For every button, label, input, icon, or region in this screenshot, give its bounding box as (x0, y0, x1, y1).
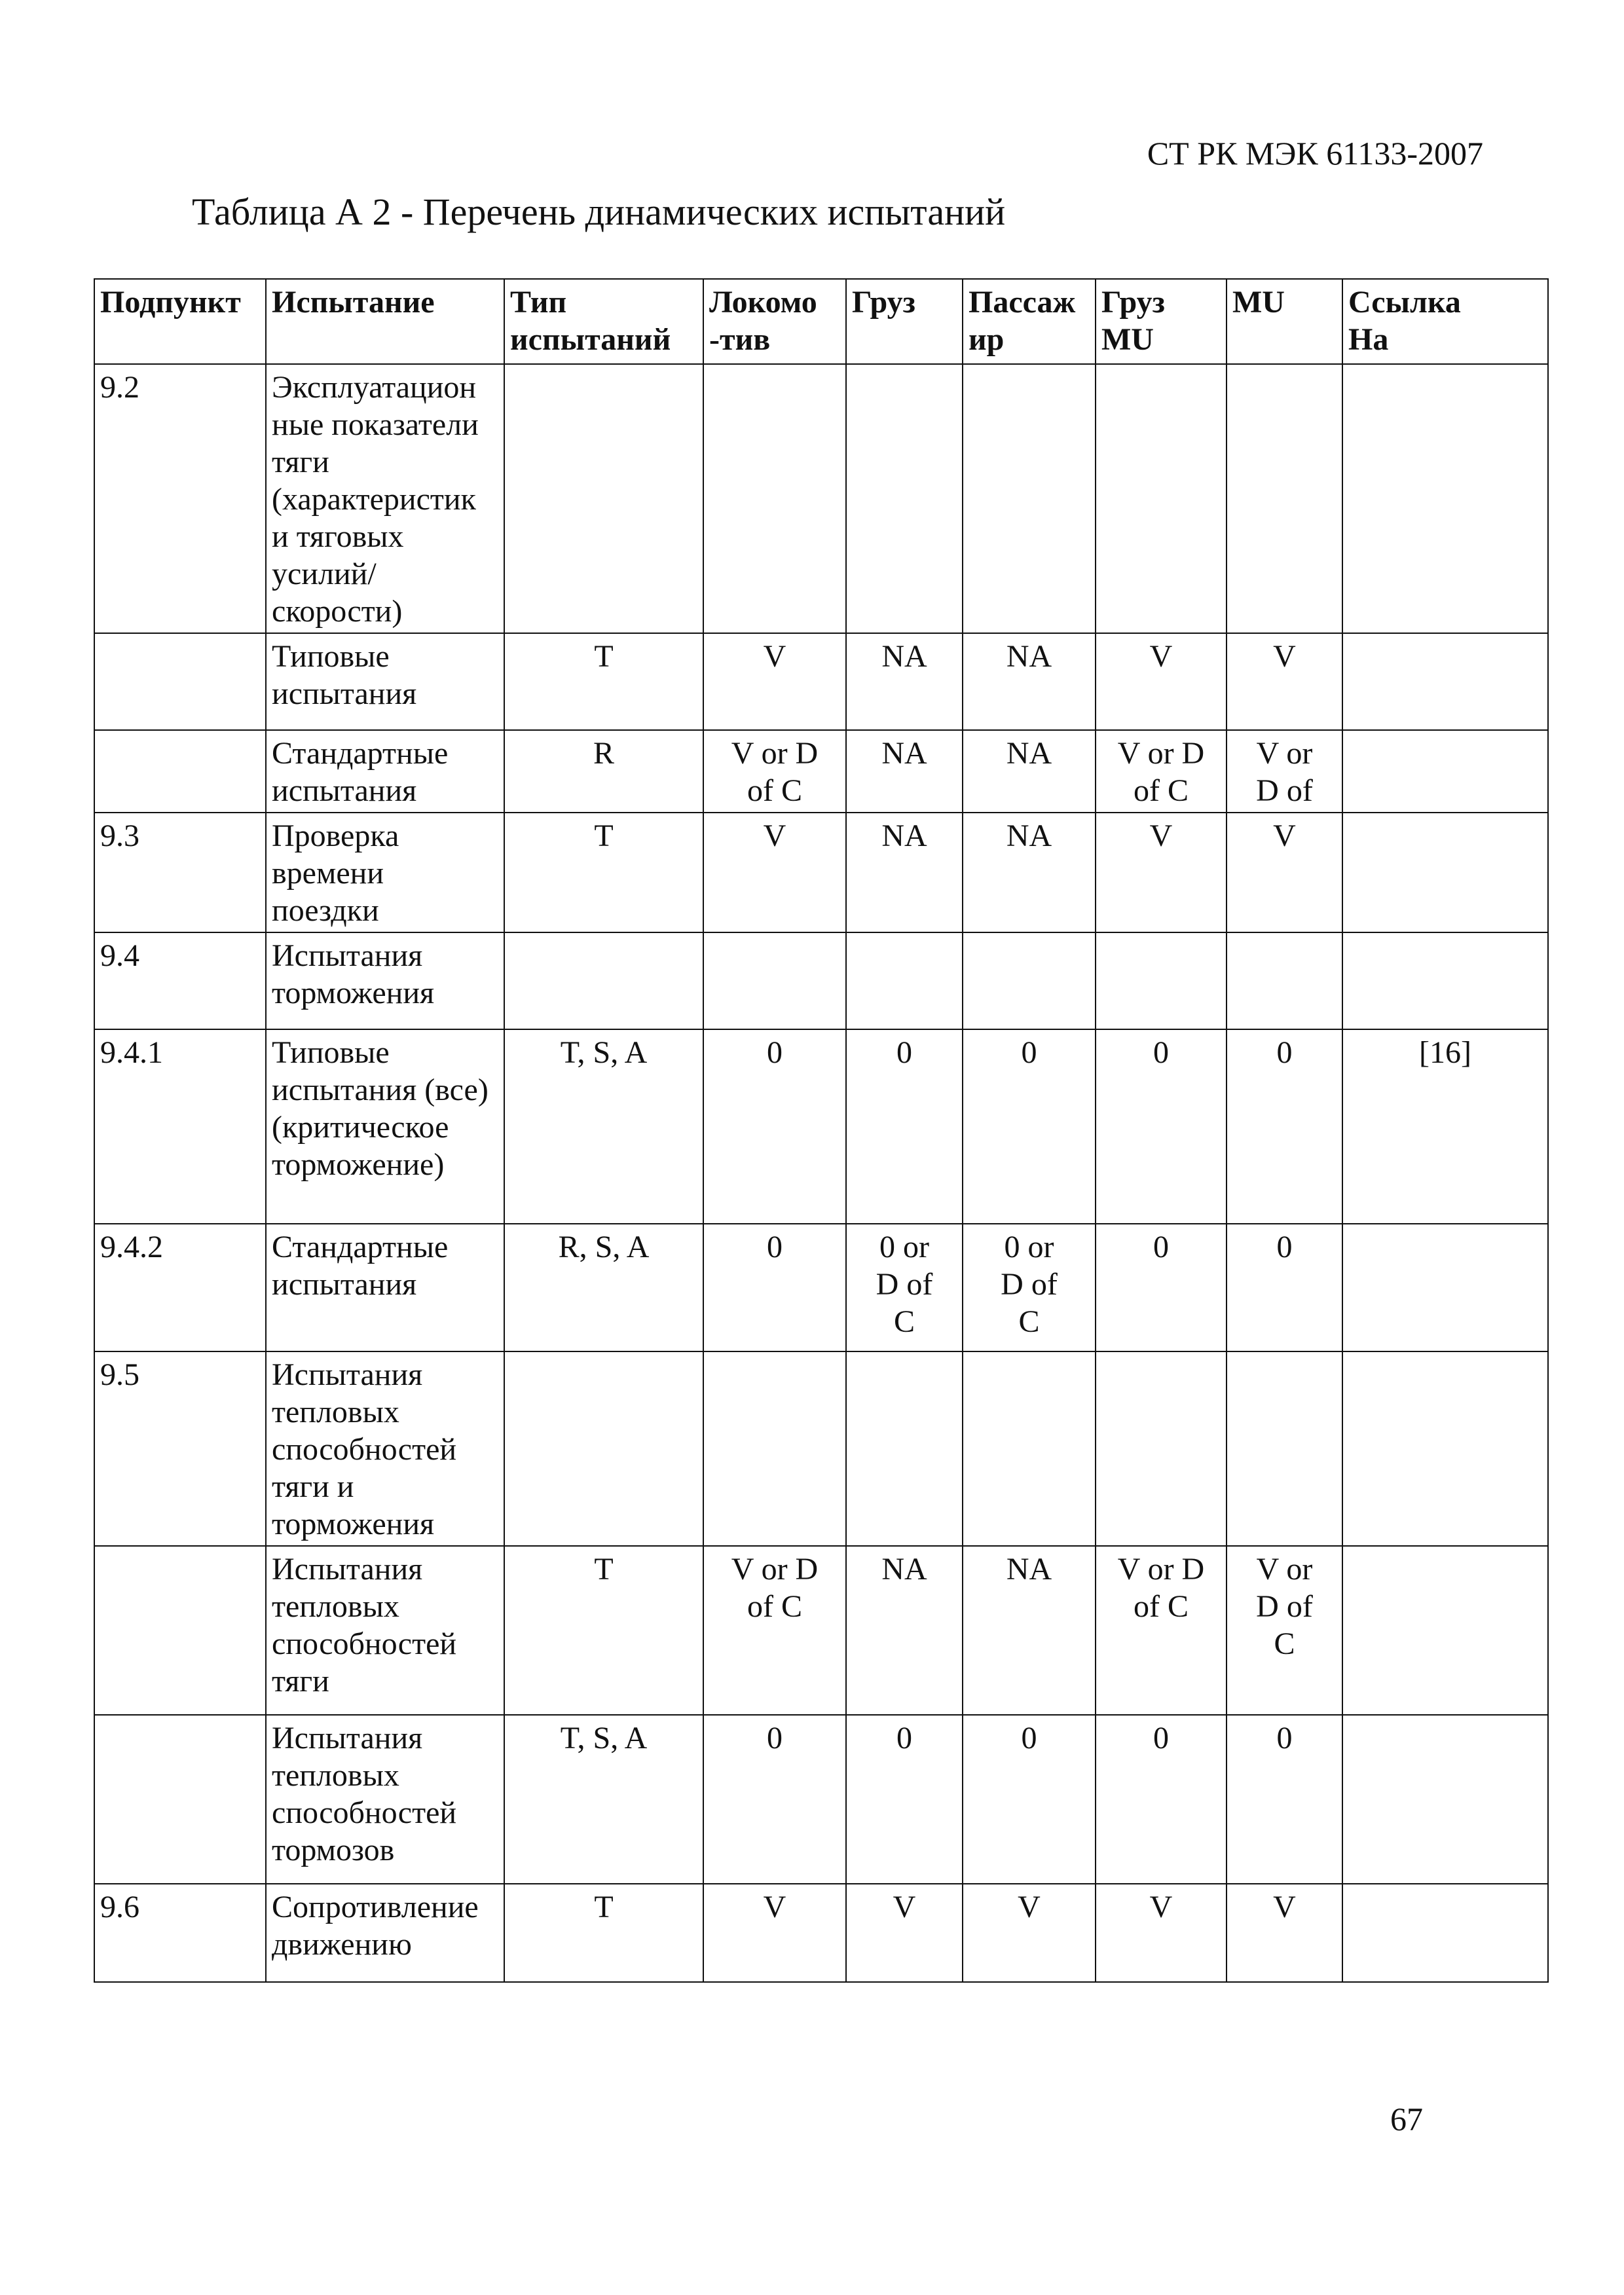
cell-cargo-mu (1096, 932, 1227, 1029)
cell-subclause (94, 730, 266, 813)
table-row (94, 730, 1548, 813)
cell-reference (1342, 1546, 1548, 1715)
cell-cargo-mu (1096, 364, 1227, 633)
cell-passenger (963, 932, 1096, 1029)
cell-reference (1342, 1715, 1548, 1884)
cell-subclause (94, 633, 266, 730)
cell-cargo-mu: V (1096, 633, 1227, 730)
column-header-mu: MU (1227, 279, 1342, 364)
cell-cargo: NA (846, 633, 963, 730)
cell-test: Типовые испытания (все) (критическое торможение) (266, 1029, 504, 1224)
cell-locomotive: V (703, 1884, 846, 1982)
cell-reference (1342, 1884, 1548, 1982)
cell-test-type: T (504, 813, 703, 932)
header-row (94, 279, 1548, 364)
cell-test-type: T (504, 633, 703, 730)
cell-mu: V or D of C (1227, 1546, 1342, 1715)
cell-passenger: 0 (963, 1715, 1096, 1884)
cell-mu: 0 (1227, 1029, 1342, 1224)
cell-test-type: R, S, A (504, 1224, 703, 1351)
cell-mu: V or D of (1227, 730, 1342, 813)
cell-cargo: 0 (846, 1029, 963, 1224)
table-row (94, 1715, 1548, 1884)
cell-reference (1342, 633, 1548, 730)
cell-subclause (94, 1715, 266, 1884)
cell-locomotive: 0 (703, 1029, 846, 1224)
cell-cargo-mu: V or D of C (1096, 1546, 1227, 1715)
cell-cargo: 0 or D of C (846, 1224, 963, 1351)
cell-reference (1342, 730, 1548, 813)
table-row (94, 1351, 1548, 1546)
cell-subclause: 9.4 (94, 932, 266, 1029)
cell-locomotive: V (703, 633, 846, 730)
cell-subclause: 9.2 (94, 364, 266, 633)
cell-test: Сопротивление движению (266, 1884, 504, 1982)
cell-test: Испытания тепловых способностей тормозов (266, 1715, 504, 1884)
cell-cargo-mu: V (1096, 813, 1227, 932)
cell-reference (1342, 364, 1548, 633)
cell-subclause: 9.4.2 (94, 1224, 266, 1351)
column-header-reference: Ссылка На (1342, 279, 1548, 364)
cell-locomotive: V or D of C (703, 1546, 846, 1715)
cell-test-type (504, 1351, 703, 1546)
cell-passenger: NA (963, 730, 1096, 813)
cell-locomotive: V (703, 813, 846, 932)
cell-test: Стандартные испытания (266, 730, 504, 813)
cell-locomotive (703, 1351, 846, 1546)
cell-subclause: 9.4.1 (94, 1029, 266, 1224)
cell-subclause: 9.3 (94, 813, 266, 932)
cell-mu: 0 (1227, 1715, 1342, 1884)
cell-test: Испытания торможения (266, 932, 504, 1029)
column-header-test: Испытание (266, 279, 504, 364)
cell-locomotive: V or D of C (703, 730, 846, 813)
cell-locomotive (703, 932, 846, 1029)
cell-test-type: T (504, 1884, 703, 1982)
cell-test-type: T (504, 1546, 703, 1715)
cell-mu: V (1227, 813, 1342, 932)
cell-test: Испытания тепловых способностей тяги (266, 1546, 504, 1715)
cell-test-type (504, 932, 703, 1029)
cell-test-type: T, S, A (504, 1029, 703, 1224)
cell-cargo (846, 364, 963, 633)
cell-passenger: V (963, 1884, 1096, 1982)
table-row (94, 1224, 1548, 1351)
cell-passenger: 0 (963, 1029, 1096, 1224)
cell-reference (1342, 1351, 1548, 1546)
cell-test: Проверка времени поездки (266, 813, 504, 932)
column-header-locomotive: Локомо -тив (703, 279, 846, 364)
cell-mu (1227, 932, 1342, 1029)
cell-mu: V (1227, 633, 1342, 730)
table-row (94, 633, 1548, 730)
table-row (94, 364, 1548, 633)
cell-locomotive (703, 364, 846, 633)
dynamic-tests-table (94, 278, 1549, 1983)
page-number: 67 (1390, 2101, 1423, 2137)
cell-cargo: NA (846, 813, 963, 932)
cell-passenger: NA (963, 813, 1096, 932)
table-row (94, 1029, 1548, 1224)
cell-cargo-mu: V (1096, 1884, 1227, 1982)
table-row (94, 932, 1548, 1029)
cell-passenger: NA (963, 633, 1096, 730)
cell-cargo: 0 (846, 1715, 963, 1884)
cell-cargo: V (846, 1884, 963, 1982)
table-title: Таблица А 2 - Перечень динамических испытаний (192, 191, 1006, 233)
cell-mu (1227, 1351, 1342, 1546)
cell-mu: V (1227, 1884, 1342, 1982)
column-header-cargo: Груз (846, 279, 963, 364)
column-header-test-type: Тип испытаний (504, 279, 703, 364)
cell-cargo-mu (1096, 1351, 1227, 1546)
cell-cargo: NA (846, 730, 963, 813)
table-row (94, 813, 1548, 932)
cell-cargo-mu: V or D of C (1096, 730, 1227, 813)
cell-cargo: NA (846, 1546, 963, 1715)
column-header-passenger: Пассаж ир (963, 279, 1096, 364)
cell-cargo (846, 932, 963, 1029)
cell-mu: 0 (1227, 1224, 1342, 1351)
column-header-cargo-mu: Груз MU (1096, 279, 1227, 364)
cell-cargo-mu: 0 (1096, 1224, 1227, 1351)
cell-reference: [16] (1342, 1029, 1548, 1224)
cell-passenger (963, 364, 1096, 633)
cell-cargo (846, 1351, 963, 1546)
cell-reference (1342, 1224, 1548, 1351)
document-code: СТ РК МЭК 61133-2007 (1147, 135, 1483, 172)
cell-test-type: R (504, 730, 703, 813)
cell-subclause: 9.5 (94, 1351, 266, 1546)
cell-test-type: T, S, A (504, 1715, 703, 1884)
cell-test-type (504, 364, 703, 633)
cell-passenger: NA (963, 1546, 1096, 1715)
cell-subclause: 9.6 (94, 1884, 266, 1982)
cell-test: Испытания тепловых способностей тяги и торможения (266, 1351, 504, 1546)
cell-mu (1227, 364, 1342, 633)
cell-passenger (963, 1351, 1096, 1546)
cell-test: Эксплуатацион ные показатели тяги (характеристик и тяговых усилий/ скорости) (266, 364, 504, 633)
cell-reference (1342, 813, 1548, 932)
cell-test: Типовые испытания (266, 633, 504, 730)
cell-reference (1342, 932, 1548, 1029)
cell-cargo-mu: 0 (1096, 1715, 1227, 1884)
cell-passenger: 0 or D of C (963, 1224, 1096, 1351)
column-header-subclause: Подпункт (94, 279, 266, 364)
cell-cargo-mu: 0 (1096, 1029, 1227, 1224)
table-row (94, 1884, 1548, 1982)
cell-locomotive: 0 (703, 1224, 846, 1351)
cell-subclause (94, 1546, 266, 1715)
cell-test: Стандартные испытания (266, 1224, 504, 1351)
cell-locomotive: 0 (703, 1715, 846, 1884)
table-row (94, 1546, 1548, 1715)
